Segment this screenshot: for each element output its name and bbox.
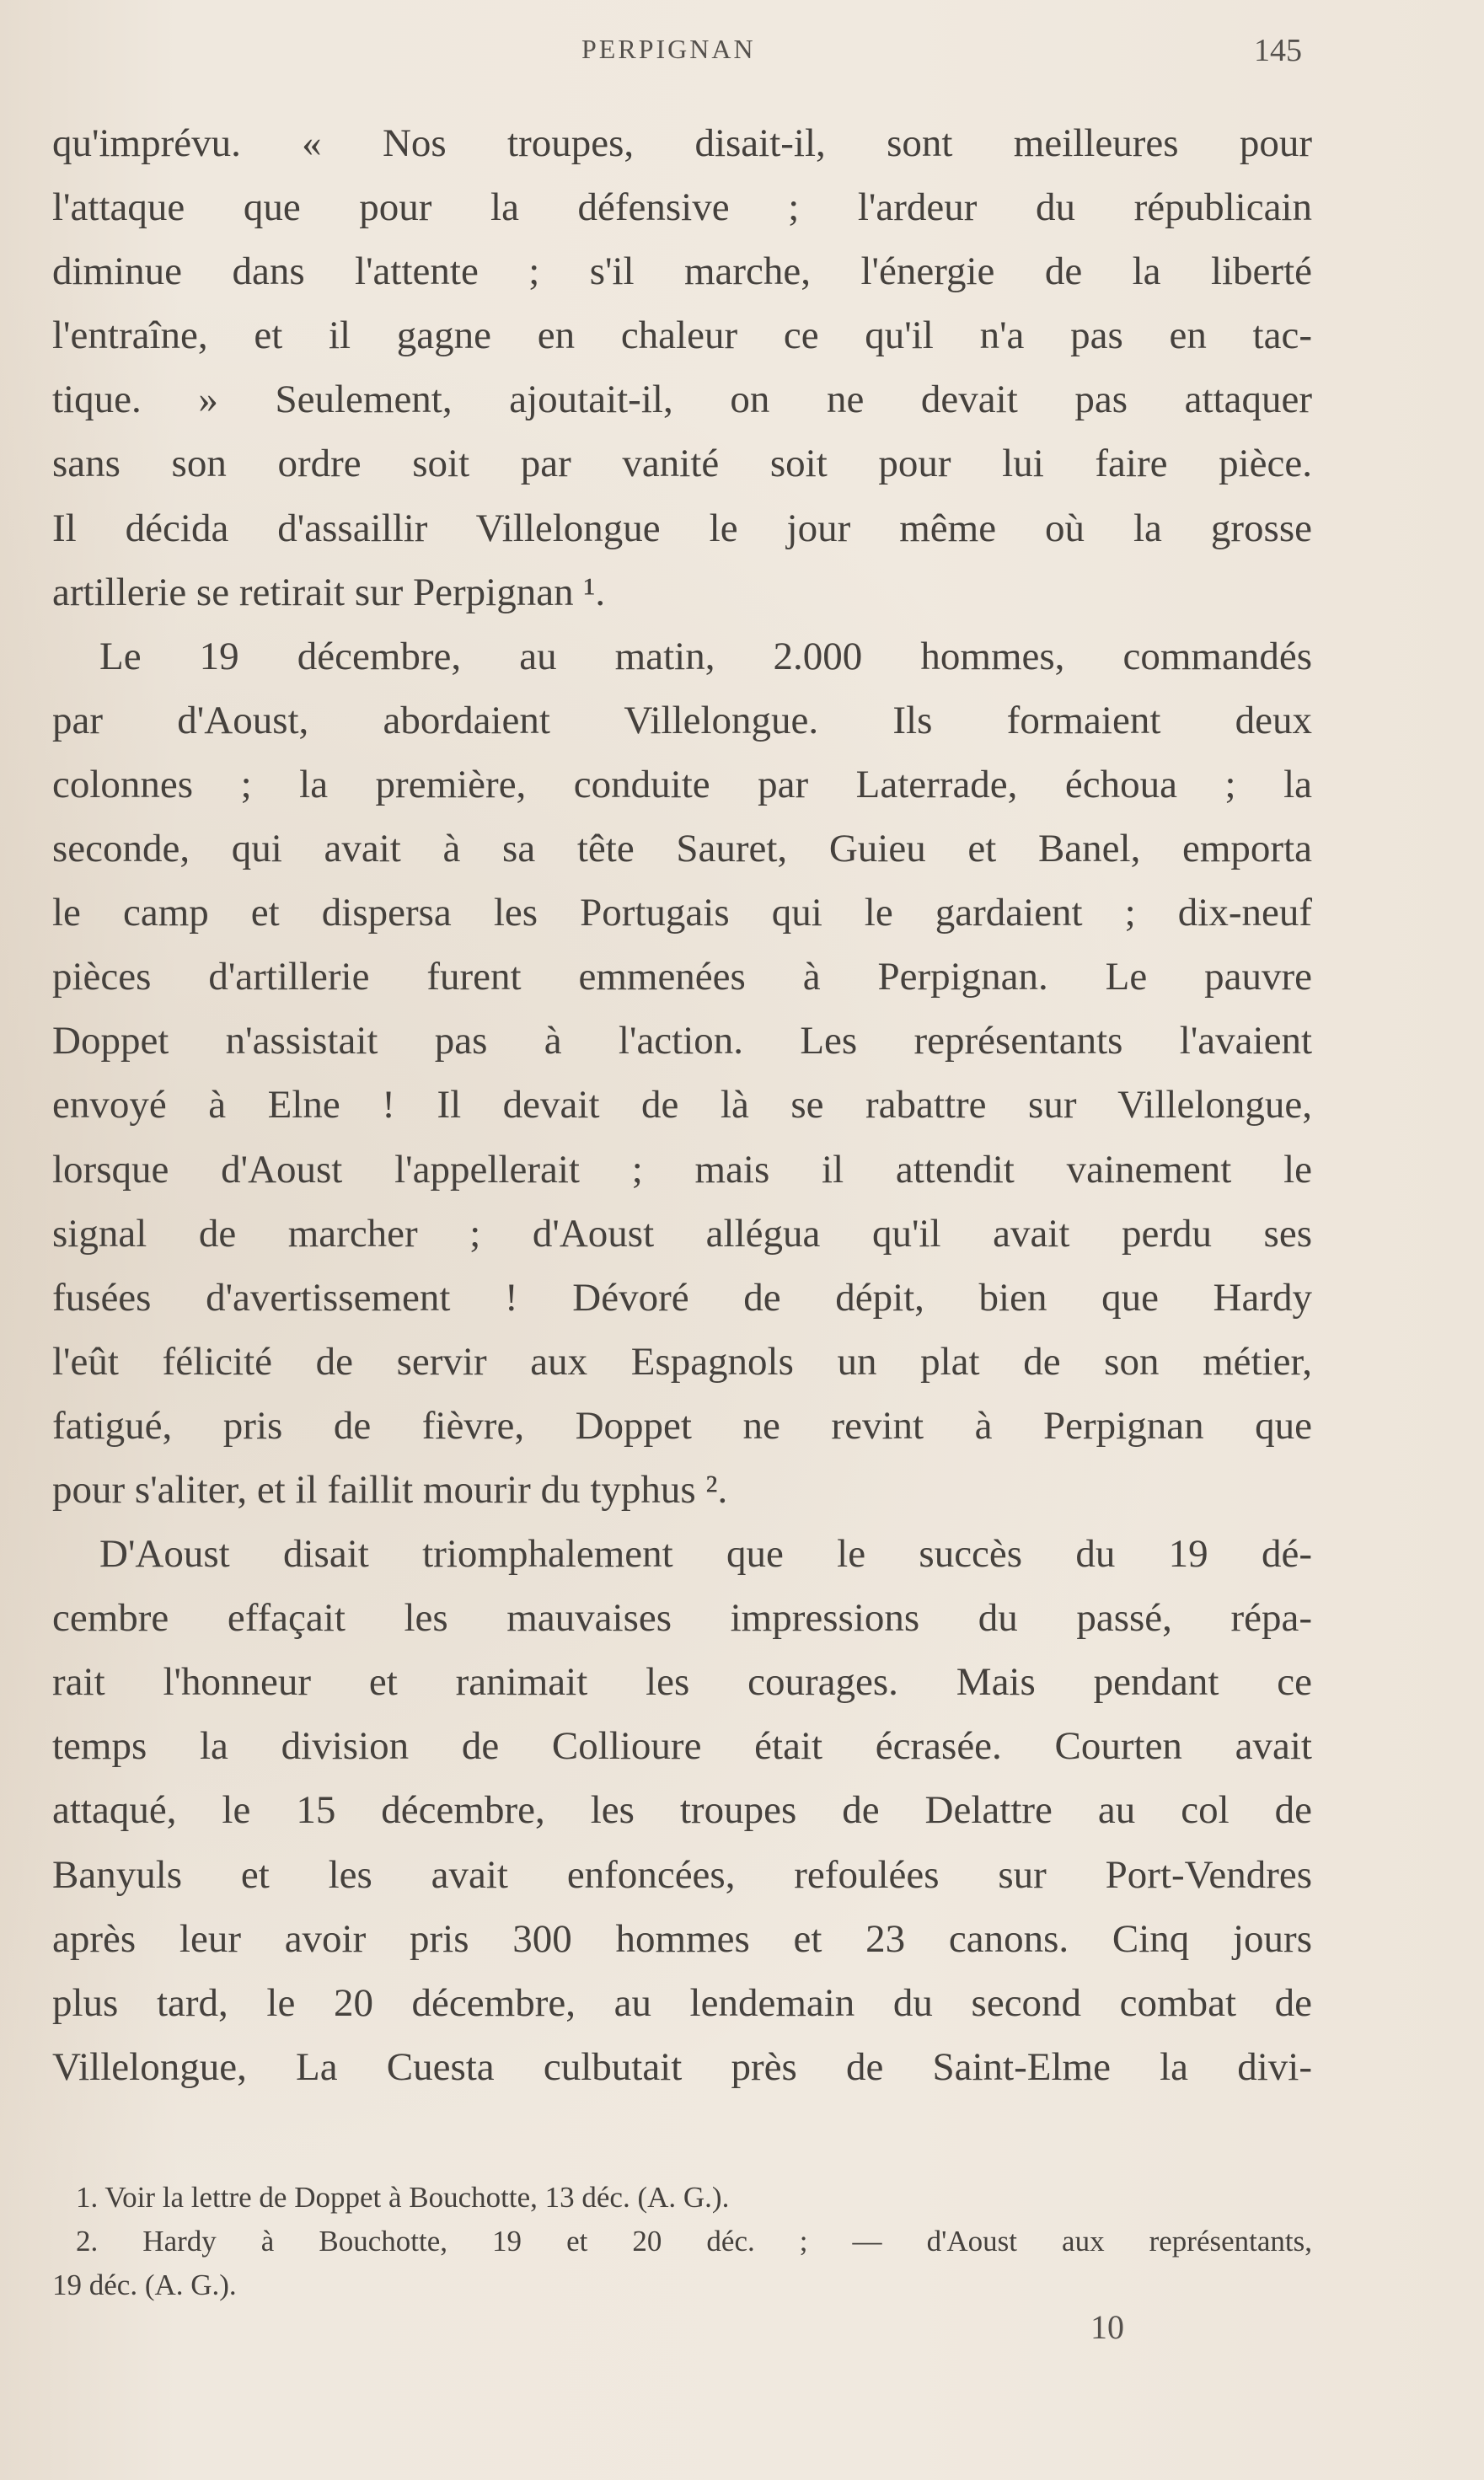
text-line: plus tard, le 20 décembre, au lendemain du second combat de (52, 1980, 1312, 2025)
running-head (0, 30, 1484, 81)
footnotes (52, 2176, 1312, 2307)
text-line: le camp et dispersa les Portugais qui le gardaient ; dix-neuf (52, 891, 1312, 935)
body-text (52, 111, 1312, 2099)
text-line: seconde, qui avait à sa tête Sauret, Guieu et Banel, emporta (52, 827, 1312, 871)
text-line: fusées d'avertissement ! Dévoré de dépit, bien que Hardy (52, 1275, 1312, 1320)
text-line: Il décida d'assaillir Villelongue le jour même où la grosse (52, 506, 1312, 550)
footnote-line: 19 déc. (A. G.). (52, 2268, 237, 2301)
footnote-line: 2. Hardy à Bouchotte, 19 et 20 déc. ; — d'Aoust aux représentants, (76, 2225, 1312, 2258)
text-line: cembre effaçait les mauvaises impressions du passé, répa- (52, 1596, 1312, 1641)
text-line: temps la division de Collioure était écrasée. Courten avait (52, 1724, 1312, 1769)
text-line: par d'Aoust, abordaient Villelongue. Ils formaient deux (52, 698, 1312, 742)
text-line: diminue dans l'attente ; s'il marche, l'énergie de la liberté (52, 249, 1312, 294)
text-line: tique. » Seulement, ajoutait-il, on ne devait pas attaquer (52, 378, 1312, 422)
footnote-line: 1. Voir la lettre de Doppet à Bouchotte, 13 déc. (A. G.). (76, 2181, 730, 2214)
text-line: l'attaque que pour la défensive ; l'ardeur du républicain (52, 185, 1312, 230)
signature-mark: 10 (1090, 2308, 1124, 2346)
text-line: fatigué, pris de fièvre, Doppet ne revint à Perpignan que (52, 1403, 1312, 1448)
text-line: Banyuls et les avait enfoncées, refoulées sur Port-Vendres (52, 1852, 1312, 1897)
text-line: signal de marcher ; d'Aoust allégua qu'il avait perdu ses (52, 1211, 1312, 1256)
text-line: colonnes ; la première, conduite par Laterrade, échoua ; la (52, 762, 1312, 806)
text-line: lorsque d'Aoust l'appellerait ; mais il attendit vainement le (52, 1147, 1312, 1192)
running-title: PERPIGNAN (581, 34, 756, 64)
text-line: l'eût félicité de servir aux Espagnols un plat de son métier, (52, 1339, 1312, 1384)
text-line: rait l'honneur et ranimait les courages. Mais pendant ce (52, 1660, 1312, 1705)
text-line: sans son ordre soit par vanité soit pour lui faire pièce. (52, 442, 1312, 486)
page-number: 145 (1254, 33, 1302, 68)
text-line: D'Aoust disait triomphalement que le succès du 19 dé- (99, 1532, 1312, 1577)
text-line: attaqué, le 15 décembre, les troupes de Delattre au col de (52, 1788, 1312, 1833)
text-line: Villelongue, La Cuesta culbutait près de Saint-Elme la divi- (52, 2044, 1312, 2089)
text-line: artillerie se retirait sur Perpignan ¹. (52, 570, 606, 614)
text-line: Le 19 décembre, au matin, 2.000 hommes, commandés (99, 634, 1312, 678)
text-line: après leur avoir pris 300 hommes et 23 canons. Cinq jours (52, 1916, 1312, 1961)
text-line: pour s'aliter, et il faillit mourir du typhus ². (52, 1467, 728, 1512)
text-line: qu'imprévu. « Nos troupes, disait-il, sont meilleures pour (52, 121, 1312, 165)
text-line: pièces d'artillerie furent emmenées à Perpignan. Le pauvre (52, 955, 1312, 999)
text-line: Doppet n'assistait pas à l'action. Les représentants l'avaient (52, 1019, 1312, 1063)
text-line: envoyé à Elne ! Il devait de là se rabattre sur Villelongue, (52, 1083, 1312, 1128)
text-line: l'entraîne, et il gagne en chaleur ce qu'il n'a pas en tac- (52, 313, 1312, 358)
